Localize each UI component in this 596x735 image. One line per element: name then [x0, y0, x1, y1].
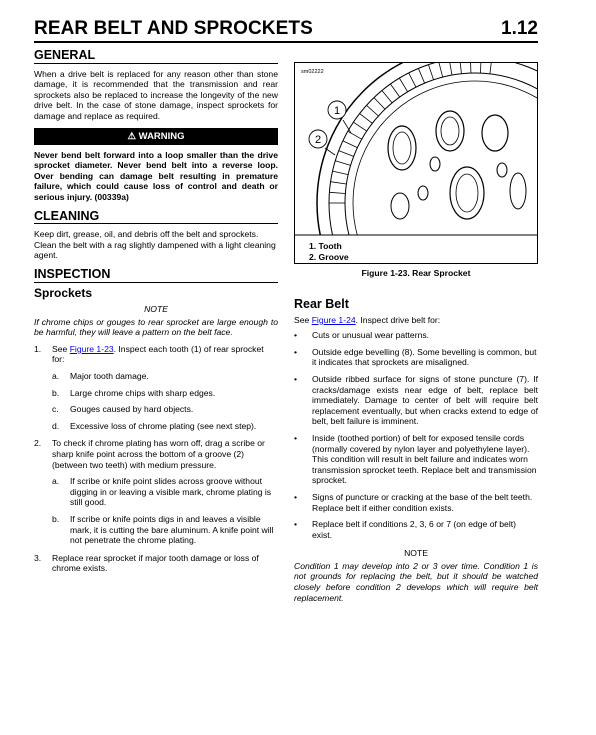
step-1a: a. Major tooth damage.	[52, 371, 149, 382]
general-body: When a drive belt is replaced for any reason other than stone damage, it is recommended that the transmission and rear sprockets also be replaced to increase the longevity of the new drive belt. In the case of stone damage, inspect sprockets for damage and replace as required.	[34, 68, 278, 121]
page-header	[34, 14, 538, 40]
rear-belt-intro: See Figure 1-24. Inspect drive belt for:	[294, 314, 441, 325]
belt-check-6: • Replace belt if conditions 2, 3, 6 or 7 (on edge of belt) exist.	[294, 519, 516, 540]
sprockets-heading: Sprockets	[34, 285, 93, 300]
rear-belt-heading: Rear Belt	[294, 297, 349, 311]
header-rule	[34, 41, 538, 43]
page-title: REAR BELT AND SPROCKETS	[34, 18, 313, 39]
note-label: NOTE	[144, 304, 168, 315]
callout-1: 1	[333, 105, 341, 117]
step-1c: c. Gouges caused by hard objects.	[52, 404, 194, 415]
legend-tooth: 1. Tooth	[309, 241, 342, 251]
belt-check-4: • Inside (toothed portion) of belt for exposed tensile cords (normally covered by nylon layer and polyethylene layer). This condition will result in belt failure and indicates worn transmission sprocket teeth. Replace belt and transmission sprocket.	[294, 432, 537, 486]
figure-id: sm02222	[301, 69, 324, 75]
figure-1-23-link[interactable]: Figure 1-23	[69, 343, 114, 354]
belt-note-text: Condition 1 may develop into 2 or 3 over time. Condition 1 is not grounds for replacing the belt, but it should be watched closely before condition 2 develops which will require belt replacement.	[294, 560, 538, 603]
warning-text: Never bend belt forward into a loop smaller than the drive sprocket diameter. Never bend belt into a reverse loop. Over bending can damage belt resulting in premature failure, which could cause loss of control and death or serious injury. (00339a)	[34, 149, 278, 202]
general-heading: GENERAL	[34, 50, 278, 64]
warning-banner	[34, 128, 278, 145]
right-column	[294, 299, 538, 609]
warning-icon: ⚠	[127, 130, 136, 142]
figure-box	[294, 62, 538, 264]
belt-note-label: NOTE	[404, 548, 428, 559]
sprocket-tooth	[470, 63, 471, 73]
legend-groove: 2. Groove	[309, 252, 349, 262]
figure-caption: Figure 1-23. Rear Sprocket	[361, 268, 471, 278]
warning-label: WARNING	[138, 130, 185, 142]
step-2b: b. If scribe or knife points digs in and leaves a visible mark, it is cutting the bare aluminum. A knife point will not penetrate the chrome plating.	[52, 514, 274, 546]
belt-check-3: • Outside ribbed surface for signs of stone puncture (7). If cracks/damage exists near edge of belt, replace belt immediately. Damage to center of belt will require belt replacement eventually, but when cracks extend to edge of belt, belt failure is imminent.	[294, 373, 538, 427]
step-1: 1. See Figure 1-23. Inspect each tooth (1) of rear sprocket for: a. Major tooth damage. b. Large chrome chips with sharp edges. c. Gouges caused by hard objects. d. Excessive loss of chrome plating (see next step).	[34, 344, 278, 432]
page-number: 1.12	[501, 18, 538, 39]
left-column	[34, 50, 278, 581]
step-1d: d. Excessive loss of chrome plating (see next step).	[52, 420, 257, 431]
inspection-heading: INSPECTION	[34, 269, 278, 283]
note-text: If chrome chips or gouges to rear sprocket are large enough to be harmful, they will leave a pattern on the belt face.	[34, 316, 278, 338]
figure-legend	[309, 241, 349, 263]
step-3: 3. Replace rear sprocket if major tooth damage or loss of chrome exists.	[34, 552, 259, 574]
step-2: 2. To check if chrome plating has worn off, drag a scribe or sharp knife point across the bottom of a groove (2) (between two teeth) with medium pressure. a. If scribe or knife point slides across groove without digging in or leaving a visible mark, chrome plating is still good. b. If scribe or knife points digs in and leaves a visible mark, it is cutting the bare aluminum. A knife point will not penetrate the chrome plating.	[34, 438, 278, 545]
step-1b: b. Large chrome chips with sharp edges.	[52, 387, 216, 398]
belt-check-2: • Outside edge bevelling (8). Some bevelling is common, but it indicates that sprockets are misaligned.	[294, 346, 537, 368]
sprocket-illustration	[295, 63, 537, 263]
cleaning-body: Keep dirt, grease, oil, and debris off the belt and sprockets. Clean the belt with a rag slightly dampened with a light cleaning agent.	[34, 229, 276, 261]
belt-check-1: • Cuts or unusual wear patterns.	[294, 330, 430, 341]
cleaning-heading: CLEANING	[34, 211, 278, 225]
belt-check-5: • Signs of puncture or cracking at the base of the belt teeth. Replace belt if either condition exists.	[294, 491, 533, 513]
callout-2: 2	[314, 134, 322, 146]
figure-1-24-link[interactable]: Figure 1-24	[311, 314, 356, 325]
step-2a: a. If scribe or knife point slides across groove without digging in or leaving a visible mark, chrome plating is still good.	[52, 476, 272, 508]
